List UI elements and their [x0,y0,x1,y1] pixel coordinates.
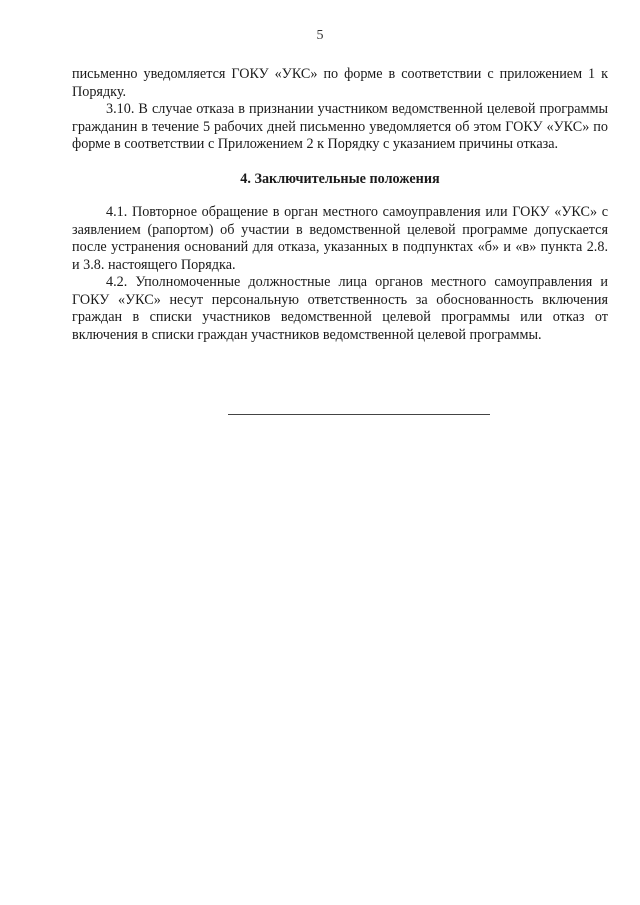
section-heading-final-provisions: 4. Заключительные положения [240,170,440,187]
end-of-document-rule [228,414,490,415]
paragraph-4-2: 4.2. Уполномоченные должностные лица органов местного самоуправления и ГОКУ «УКС» несут персональную ответственность за обоснованность включения граждан в списки участников ведомственной целевой программы или отказ от включения в списки граждан участников ведомственной целевой программы. [72,274,608,343]
paragraph-3-10: 3.10. В случае отказа в признании участником ведомственной целевой программы гражданин в течение 5 рабочих дней письменно уведомляется об этом ГОКУ «УКС» по форме в соответствии с Приложением 2 к Порядку с указанием причины отказа. [72,101,608,152]
page-number: 5 [316,28,324,43]
paragraph-4-1: 4.1. Повторное обращение в орган местного самоуправления или ГОКУ «УКС» с заявлением (рапортом) об участии в ведомственной целевой программе допускается после устранения оснований для отказа, указанных в подпунктах «б» и «в» пункта 2.8. и 3.8. настоящего Порядка. [72,204,608,273]
document-body [72,66,608,344]
paragraph-continuation: письменно уведомляется ГОКУ «УКС» по форме в соответствии с приложением 1 к Порядку. [72,66,608,100]
